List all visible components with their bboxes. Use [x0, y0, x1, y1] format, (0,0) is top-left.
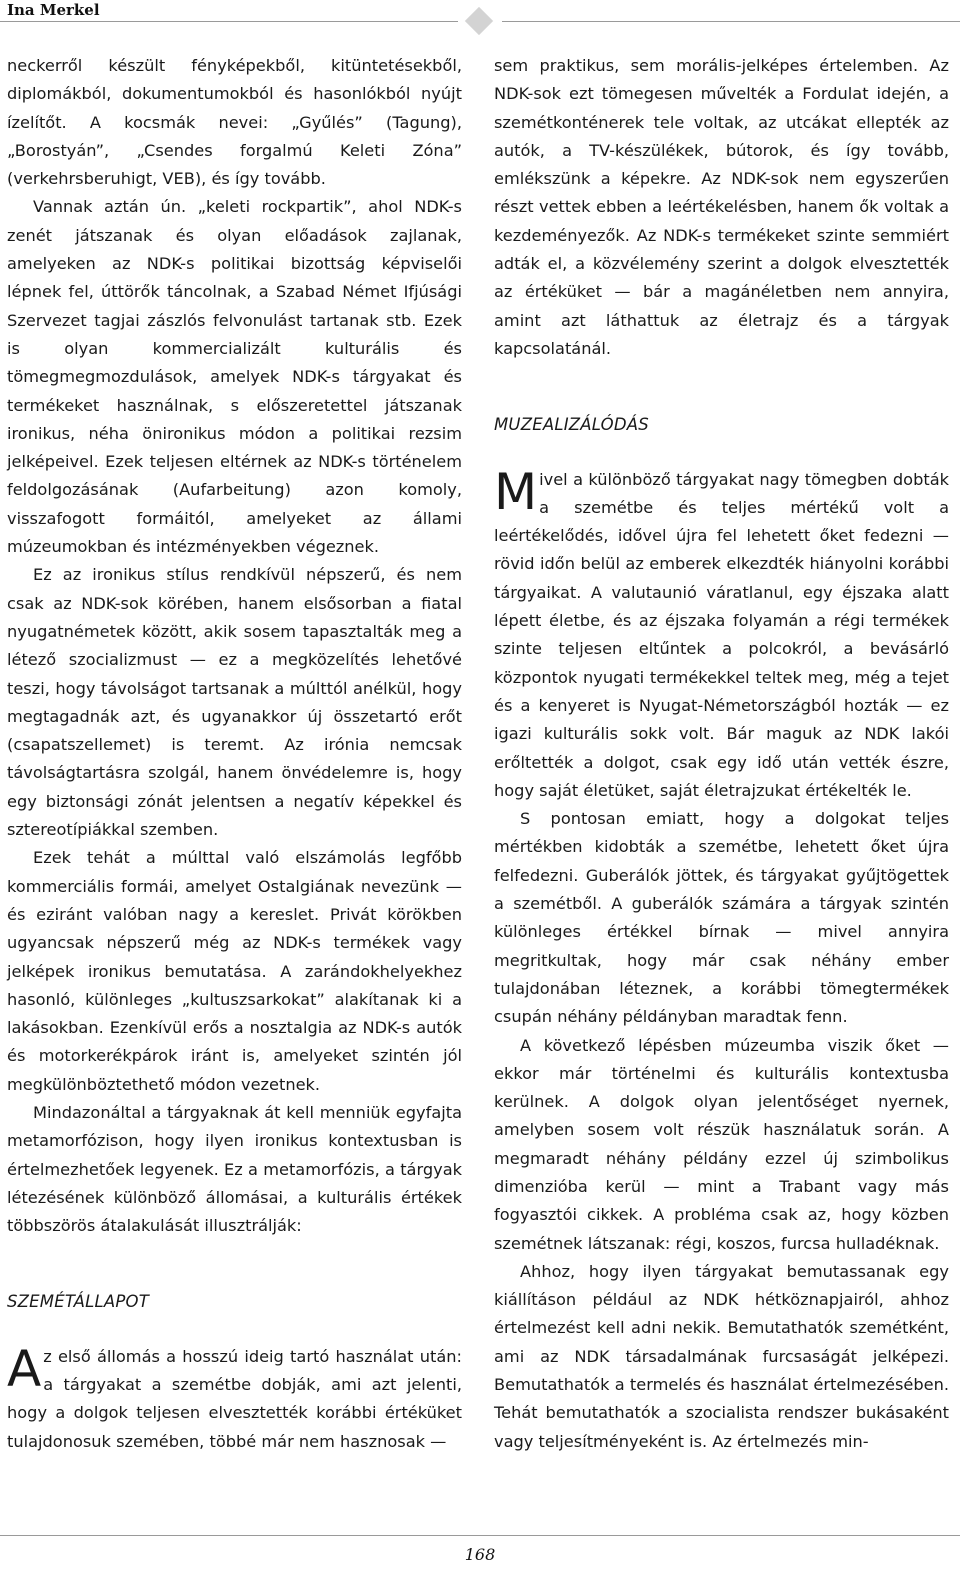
drop-cap: A: [7, 1339, 42, 1398]
paragraph: Vannak aztán ún. „keleti rockpartik”, ahol NDK-s zenét játszanak és olyan előadások zajlanak, amelyeken az NDK-s politikai bizottság képviselői lépnek fel, úttörők táncolnak, a Szabad Német Ifjúsági Szervezet tagjai zászlós felvonulást tartanak stb. Ezek is olyan kommercializált kulturális és tömegmegmozdulások, amelyek NDK-s tárgyakat és termékeket használnak, s előszeretettel játszanak ironikus, néha önironikus módon a politikai rezsim jelképeivel. Ezek teljesen eltérnek az NDK-s történelem feldolgozásának (Aufarbeitung) azon komoly, visszafogott formáitól, amelyeket az állami múzeumokban és intézményekben végeznek.: [7, 197, 462, 557]
page-number: 168: [464, 1545, 496, 1564]
paragraph-with-dropcap: [494, 462, 949, 806]
header-rule-left: [0, 21, 458, 22]
paragraph: Ezek tehát a múlttal való elszámolás legfőbb kommerciális formái, amelyet Ostalgiának nevezünk — és eziránt valóban nagy a kereslet. Privát körökben ugyancsak népszerű még az NDK-s termékek vagy jelképek ironikus bemutatása. A zarándokhelyekhez hasonló, különleges „kultuszsarkokat” alakítanak ki a lakásokban. Ezenkívül erős a nosztalgia az NDK-s autók és motorkerékpárok iránt is, amelyeket szintén jól megkülönböztethető módon vezetnek.: [7, 848, 462, 1094]
paragraph: neckerről készült fényképekből, kitüntetésekből, diplomákból, dokumentumokból és hasonlókból nyújt ízelítőt. A kocsmák nevei: „Gyűlés” (Tagung), „Borostyán”, „Csendes forgalmú Keleti Zóna” (verkehrsberuhigt, VEB), és így tovább.: [7, 56, 462, 189]
left-column: [7, 52, 462, 1456]
header-rule-right: [502, 21, 960, 22]
paragraph-text: ivel a különböző tárgyakat nagy tömegben dobták a szemétbe és teljes mértékű volt a leértékelődés, idővel újra fel lehetett őket fedezni — rövid időn belül az emberek elkezdték hiányolni korábbi tárgyaikat. A valutaunió váratlanul, egy éjszaka alatt lépett életbe, és az éjszaka folyamán a régi termékek szinte teljesen eltűntek a polcokról, a bevásárló központok nyugati termékekkel teltek meg, még a tejet és a kenyeret is Nyugat-Németországból hozták — ez igazi kulturális sokk volt. Bár maguk az NDK lakói erőltették a dolgot, csak egy idő után vették észre, hogy saját életüket, saját életrajzukat értékelték le.: [494, 469, 949, 800]
section-heading-muzealizalodas: MUZEALIZÁLÓDÁS: [494, 415, 649, 435]
paragraph: S pontosan emiatt, hogy a dolgokat teljes mértékben kidobták a szemétbe, lehetett őket újra felfedezni. Guberálók jöttek, és tárgyakat gyűjtögettek a szemétből. A guberálók számára a tárgyak szintén különleges értékkel bírnak — mivel annyira megritkultak, hogy már csak néhány ember tulajdonában léteznek, a korábbi tömegtermékek csupán néhány példányban maradtak fenn.: [494, 809, 949, 1027]
paragraph-with-dropcap: [7, 1339, 462, 1456]
diamond-ornament-icon: [465, 7, 493, 35]
paragraph-text: z első állomás a hosszú ideig tartó használat után: a tárgyakat a szemétbe dobják, ami azt jelenti, hogy a dolgok teljesen elvesztették korábbi értéküket tulajdonosuk szemében, többé már nem hasznosak —: [7, 1346, 462, 1451]
paragraph: A következő lépésben múzeumba viszik őket — ekkor már történelmi és kulturális kontextusba kerülnek. A dolgok olyan jelentőséget nyernek, amelyben sosem volt részük használatuk során. A megmaradt néhány példány ezzel új szimbolikus dimenzióba kerül — mint a Trabant vagy más fogyasztói cikkek. A probléma csak az, hogy közben szemétnek látszanak: régi, koszos, furcsa hulladéknak.: [494, 1035, 949, 1253]
page-header: [0, 0, 960, 30]
paragraph: Ahhoz, hogy ilyen tárgyakat bemutassanak egy kiállításon például az NDK hétköznapjairól, ahhoz értelmezést kell adni nekik. Bemutathatók szemétként, ami az NDK társadalmának furcsaságát jelképezi. Bemutathatók a termelés és használat értelmezésében. Tehát bemutathatók a szocialista rendszer bukásaként vagy teljesítményeként is. Az értelmezés min-: [494, 1261, 949, 1451]
paragraph: Mindazonáltal a tárgyaknak át kell menniük egyfajta metamorfózison, hogy ilyen ironikus kontextusban is értelmezhetőek legyenek. Ez a metamorfózis, a tárgyak létezésének különböző állomásai, a kulturális értékek többszörös átalakulását illusztrálják:: [7, 1102, 462, 1236]
right-column: [494, 52, 949, 1456]
paragraph: Ez az ironikus stílus rendkívül népszerű, és nem csak az NDK-sok körében, hanem elsősorban a fiatal nyugatnémetek között, akik sosem tapasztalták meg a létező szocializmust — ez a megközelítés lehetővé teszi, hogy távolságot tartsanak a múlttól anélkül, hogy megtagadnák azt, és ugyanakkor új összetartó erőt (csapatszellemet) is teremt. Az irónia nemcsak távolságtartásra szolgál, hanem önvédelemre is, hogy egy biztonsági zónát jelentsen a negatív képekkel és sztereotípiákkal szemben.: [7, 565, 462, 840]
paragraph: sem praktikus, sem morális-jelképes értelemben. Az NDK-sok ezt tömegesen művelték a Fordulat idején, a szemétkonténerek tele voltak, az utcákat ellepték az autók, a TV-készülékek, bútorok, és így tovább, emlékszünk a képekre. Az NDK-sok nem egyszerűen részt vettek ebben a leértékelésben, hanem ők voltak a kezdeményezők. Az NDK-s termékeket szinte semmiért adták el, a közvélemény szerint a dolgok elvesztették az értéküket — bár a magánéletben nem annyira, amint azt láthattuk az életrajz és a tárgyak kapcsolatánál.: [494, 56, 949, 358]
section-heading-szemetallapot: SZEMÉTÁLLAPOT: [7, 1292, 150, 1312]
drop-cap: M: [494, 462, 538, 521]
running-head-author: Ina Merkel: [7, 1, 100, 19]
footer-rule: [0, 1535, 960, 1536]
